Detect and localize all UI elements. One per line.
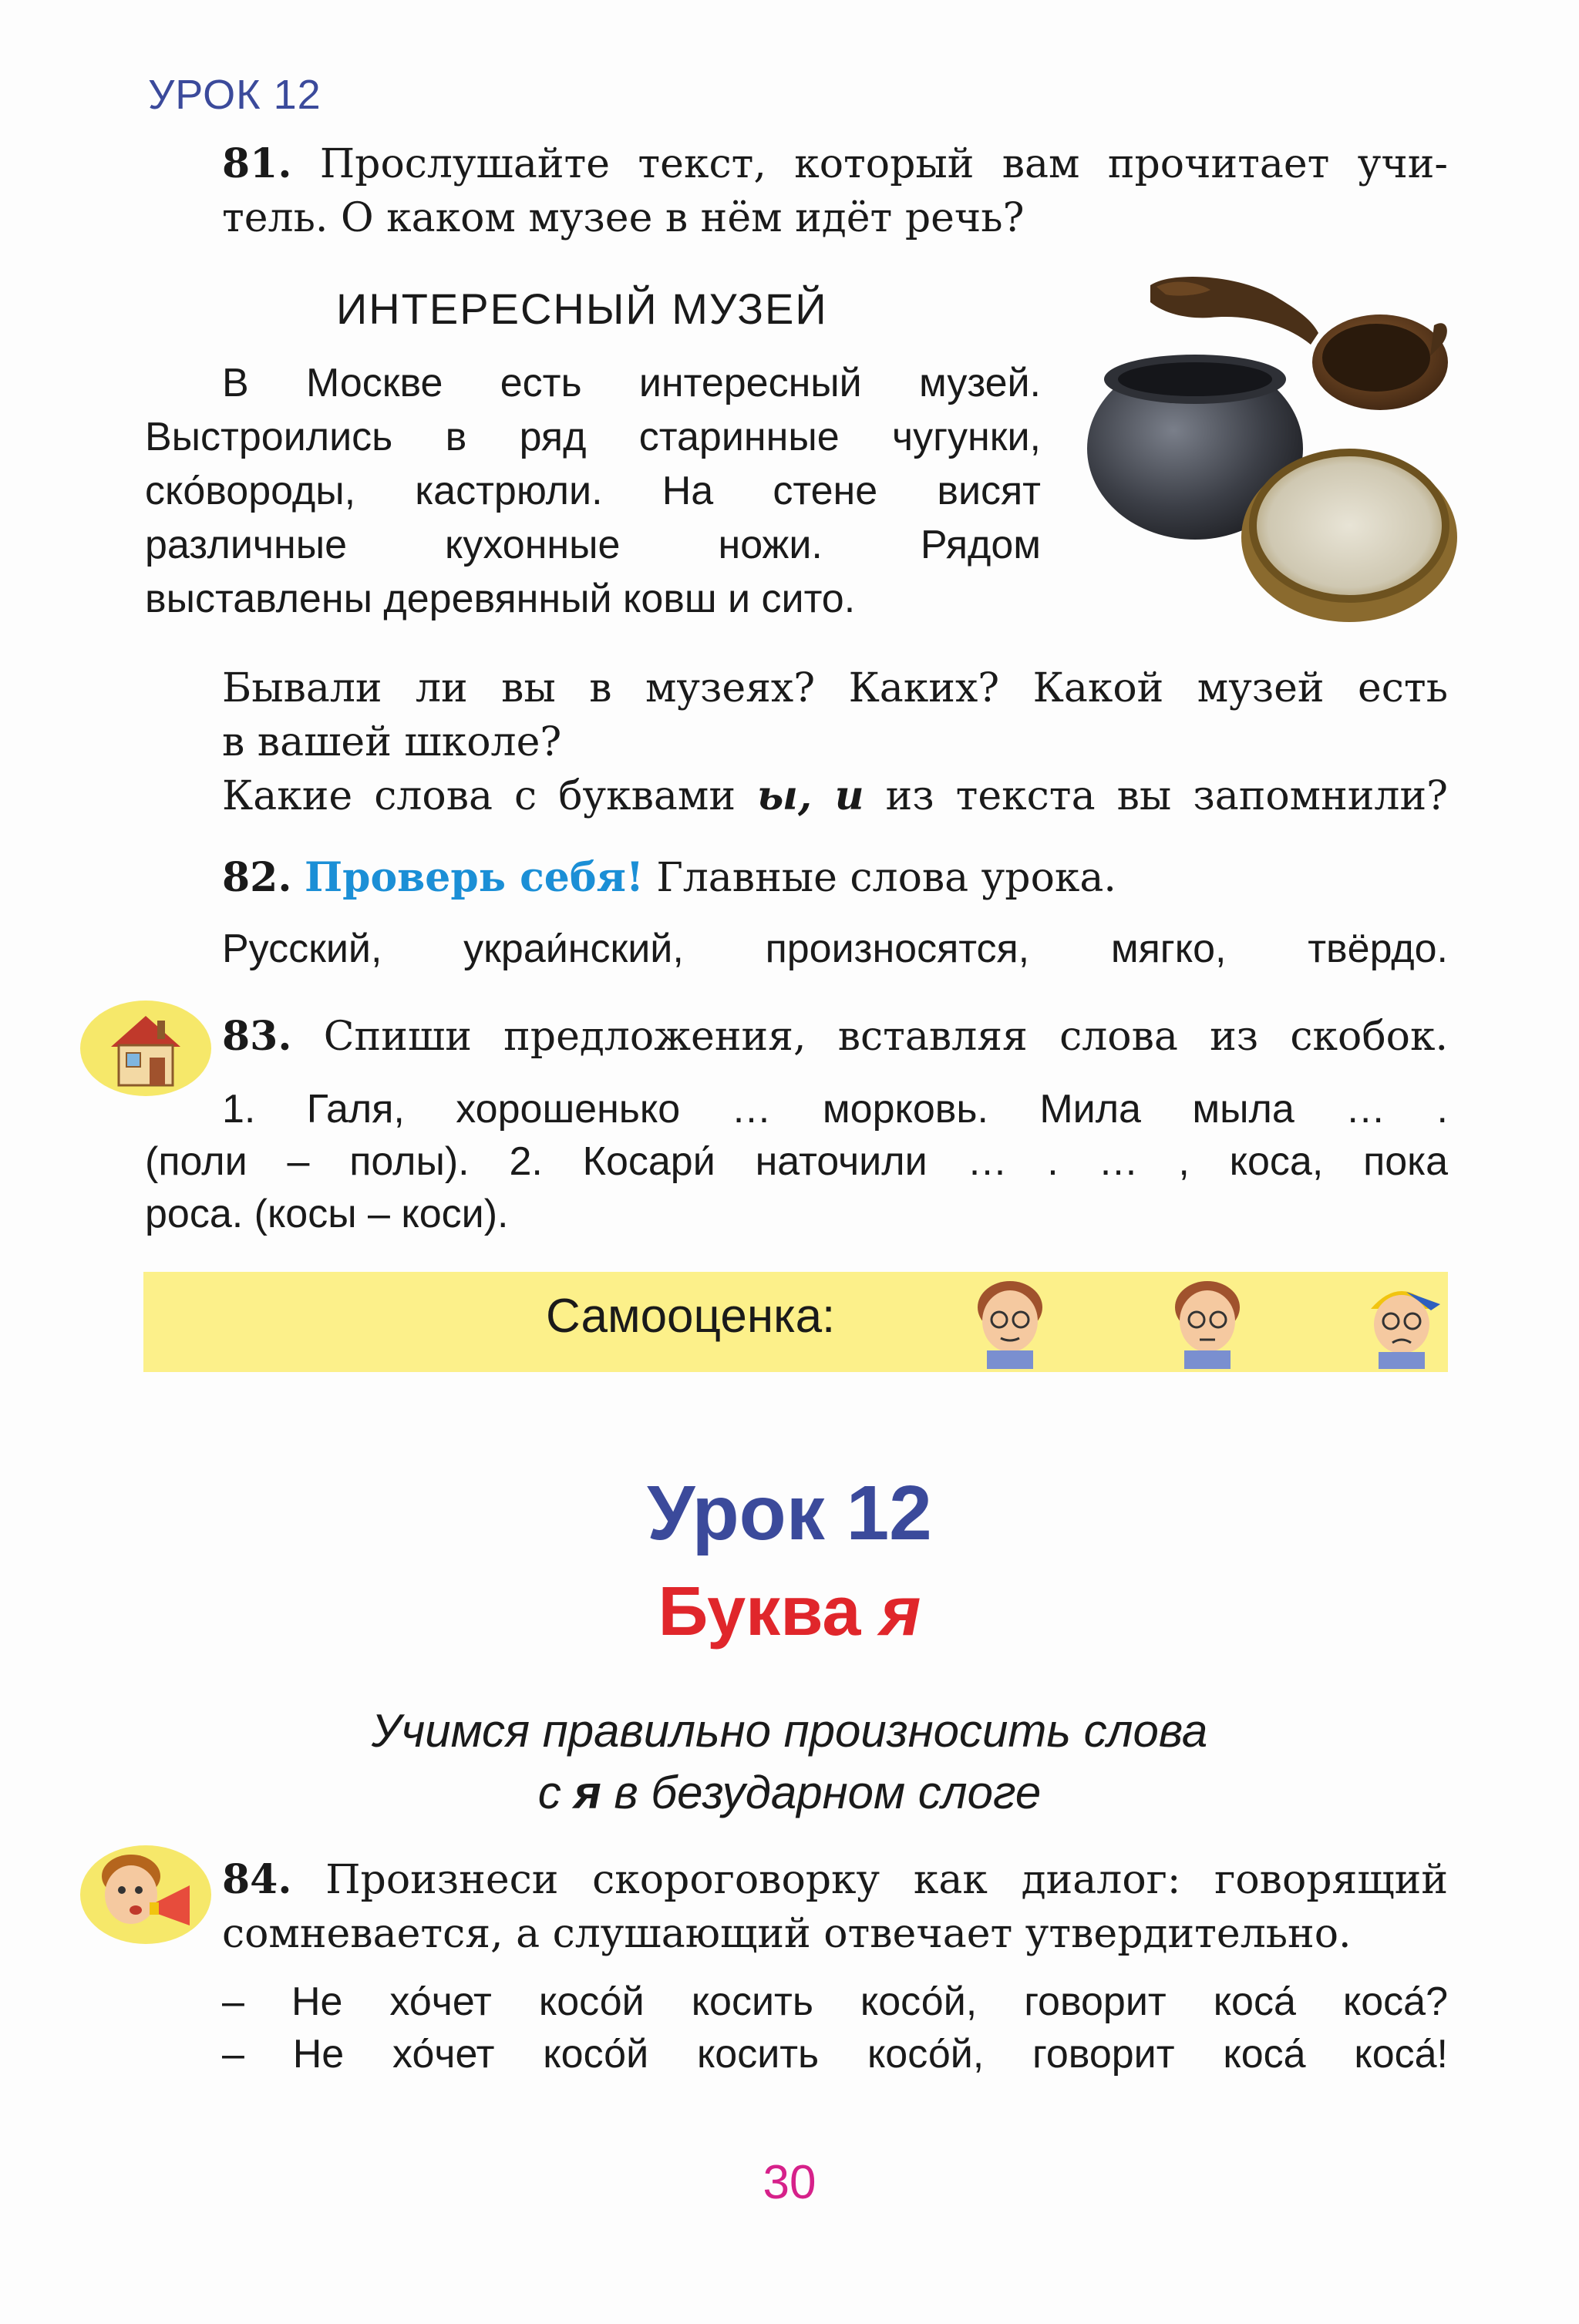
goal-text: в безударном слоге xyxy=(614,1767,1042,1818)
ex81-instruction-line2: тель. О каком музее в нём идёт речь? xyxy=(222,195,1025,241)
goal-letter: я xyxy=(574,1767,601,1818)
lesson-goal xyxy=(0,1700,1579,1824)
page-number: 30 xyxy=(763,2156,816,2209)
ex84-text: Произнеси скороговорку как диалог: говорящий xyxy=(325,1857,1449,1903)
dialog-line2: – Не хо́чет косо́й косить косо́й, говорит коса́ коса́! xyxy=(222,2032,1448,2077)
question-text: из текста вы запомнили? xyxy=(885,773,1448,819)
letter: я xyxy=(880,1573,921,1650)
boy-face-icon[interactable] xyxy=(968,1276,1052,1369)
goal-text: с xyxy=(537,1767,561,1818)
page-header: УРОК 12 xyxy=(148,72,322,118)
museum-text xyxy=(145,356,1041,626)
question-letters: ы, и xyxy=(757,772,864,819)
ex83-line2: (поли – полы). 2. Косари́ наточили … . … , коса, пока xyxy=(145,1139,1448,1184)
text-title: ИНТЕРЕСНЫЙ МУЗЕЙ xyxy=(336,284,828,333)
museum-text-line: В Москве есть интересный музей. xyxy=(222,361,1041,405)
ex82-words: Русский, украи́нский, произносятся, мягко, твёрдо. xyxy=(222,927,1448,971)
boy-face-icon[interactable] xyxy=(1166,1276,1249,1369)
ex83-heading xyxy=(222,1010,1448,1064)
ex84-line2: сомневается, а слушающий отвечает утвердительно. xyxy=(222,1911,1352,1957)
boy-cap-face-icon[interactable] xyxy=(1360,1276,1443,1369)
museum-text-line: различные кухонные ножи. Рядом xyxy=(145,523,1041,567)
ex83-line3: роса. (косы – коси). xyxy=(145,1192,509,1236)
museum-text-line: Выстроились в ряд старинные чугунки, xyxy=(145,415,1041,459)
ex83-task: Спиши предложения, вставляя слова из скобок. xyxy=(323,1014,1448,1060)
sieve-icon xyxy=(1241,452,1457,622)
dialog-line1: – Не хо́чет косо́й косить косо́й, говорит коса́ коса́? xyxy=(222,1979,1448,2024)
museum-text-line: ско́вороды, кастрюли. На стене висят xyxy=(145,469,1041,513)
question-text: Какие слова с буквами xyxy=(222,773,736,819)
question-line2: в вашей школе? xyxy=(222,719,562,765)
ex82-heading xyxy=(222,851,1448,905)
check-yourself-label: Проверь себя! xyxy=(305,854,644,901)
ex83-line1: 1. Галя, хорошенько … морковь. Мила мыла … . xyxy=(222,1087,1448,1132)
lesson-title: Урок 12 xyxy=(647,1470,932,1556)
ex84-number: 84. xyxy=(222,1856,292,1903)
museum-text-line: выставлены деревянный ковш и сито. xyxy=(145,577,856,621)
goal-line1: Учимся правильно произносить слова xyxy=(371,1705,1208,1757)
speaking-boy-icon xyxy=(80,1845,211,1944)
ex81-instruction-line1 xyxy=(222,137,1448,191)
ex81-text: Прослушайте текст, который вам прочитает учи- xyxy=(319,141,1449,187)
ex84-heading xyxy=(222,1853,1448,1907)
question-line3 xyxy=(222,769,1448,823)
question-line1: Бывали ли вы в музеях? Каких? Какой музей есть xyxy=(222,665,1448,711)
ex82-number: 82. xyxy=(222,854,292,901)
self-assessment-label: Самооценка: xyxy=(546,1290,836,1343)
ex81-number: 81. xyxy=(222,140,292,187)
lesson-letter-title xyxy=(0,1572,1579,1652)
goal-line2 xyxy=(0,1762,1579,1824)
house-icon xyxy=(80,1001,211,1096)
letter-word: Буква xyxy=(658,1573,861,1650)
ex82-text: Главные слова урока. xyxy=(656,855,1116,901)
museum-items-illustration xyxy=(1079,271,1457,626)
ex83-number: 83. xyxy=(222,1013,292,1060)
